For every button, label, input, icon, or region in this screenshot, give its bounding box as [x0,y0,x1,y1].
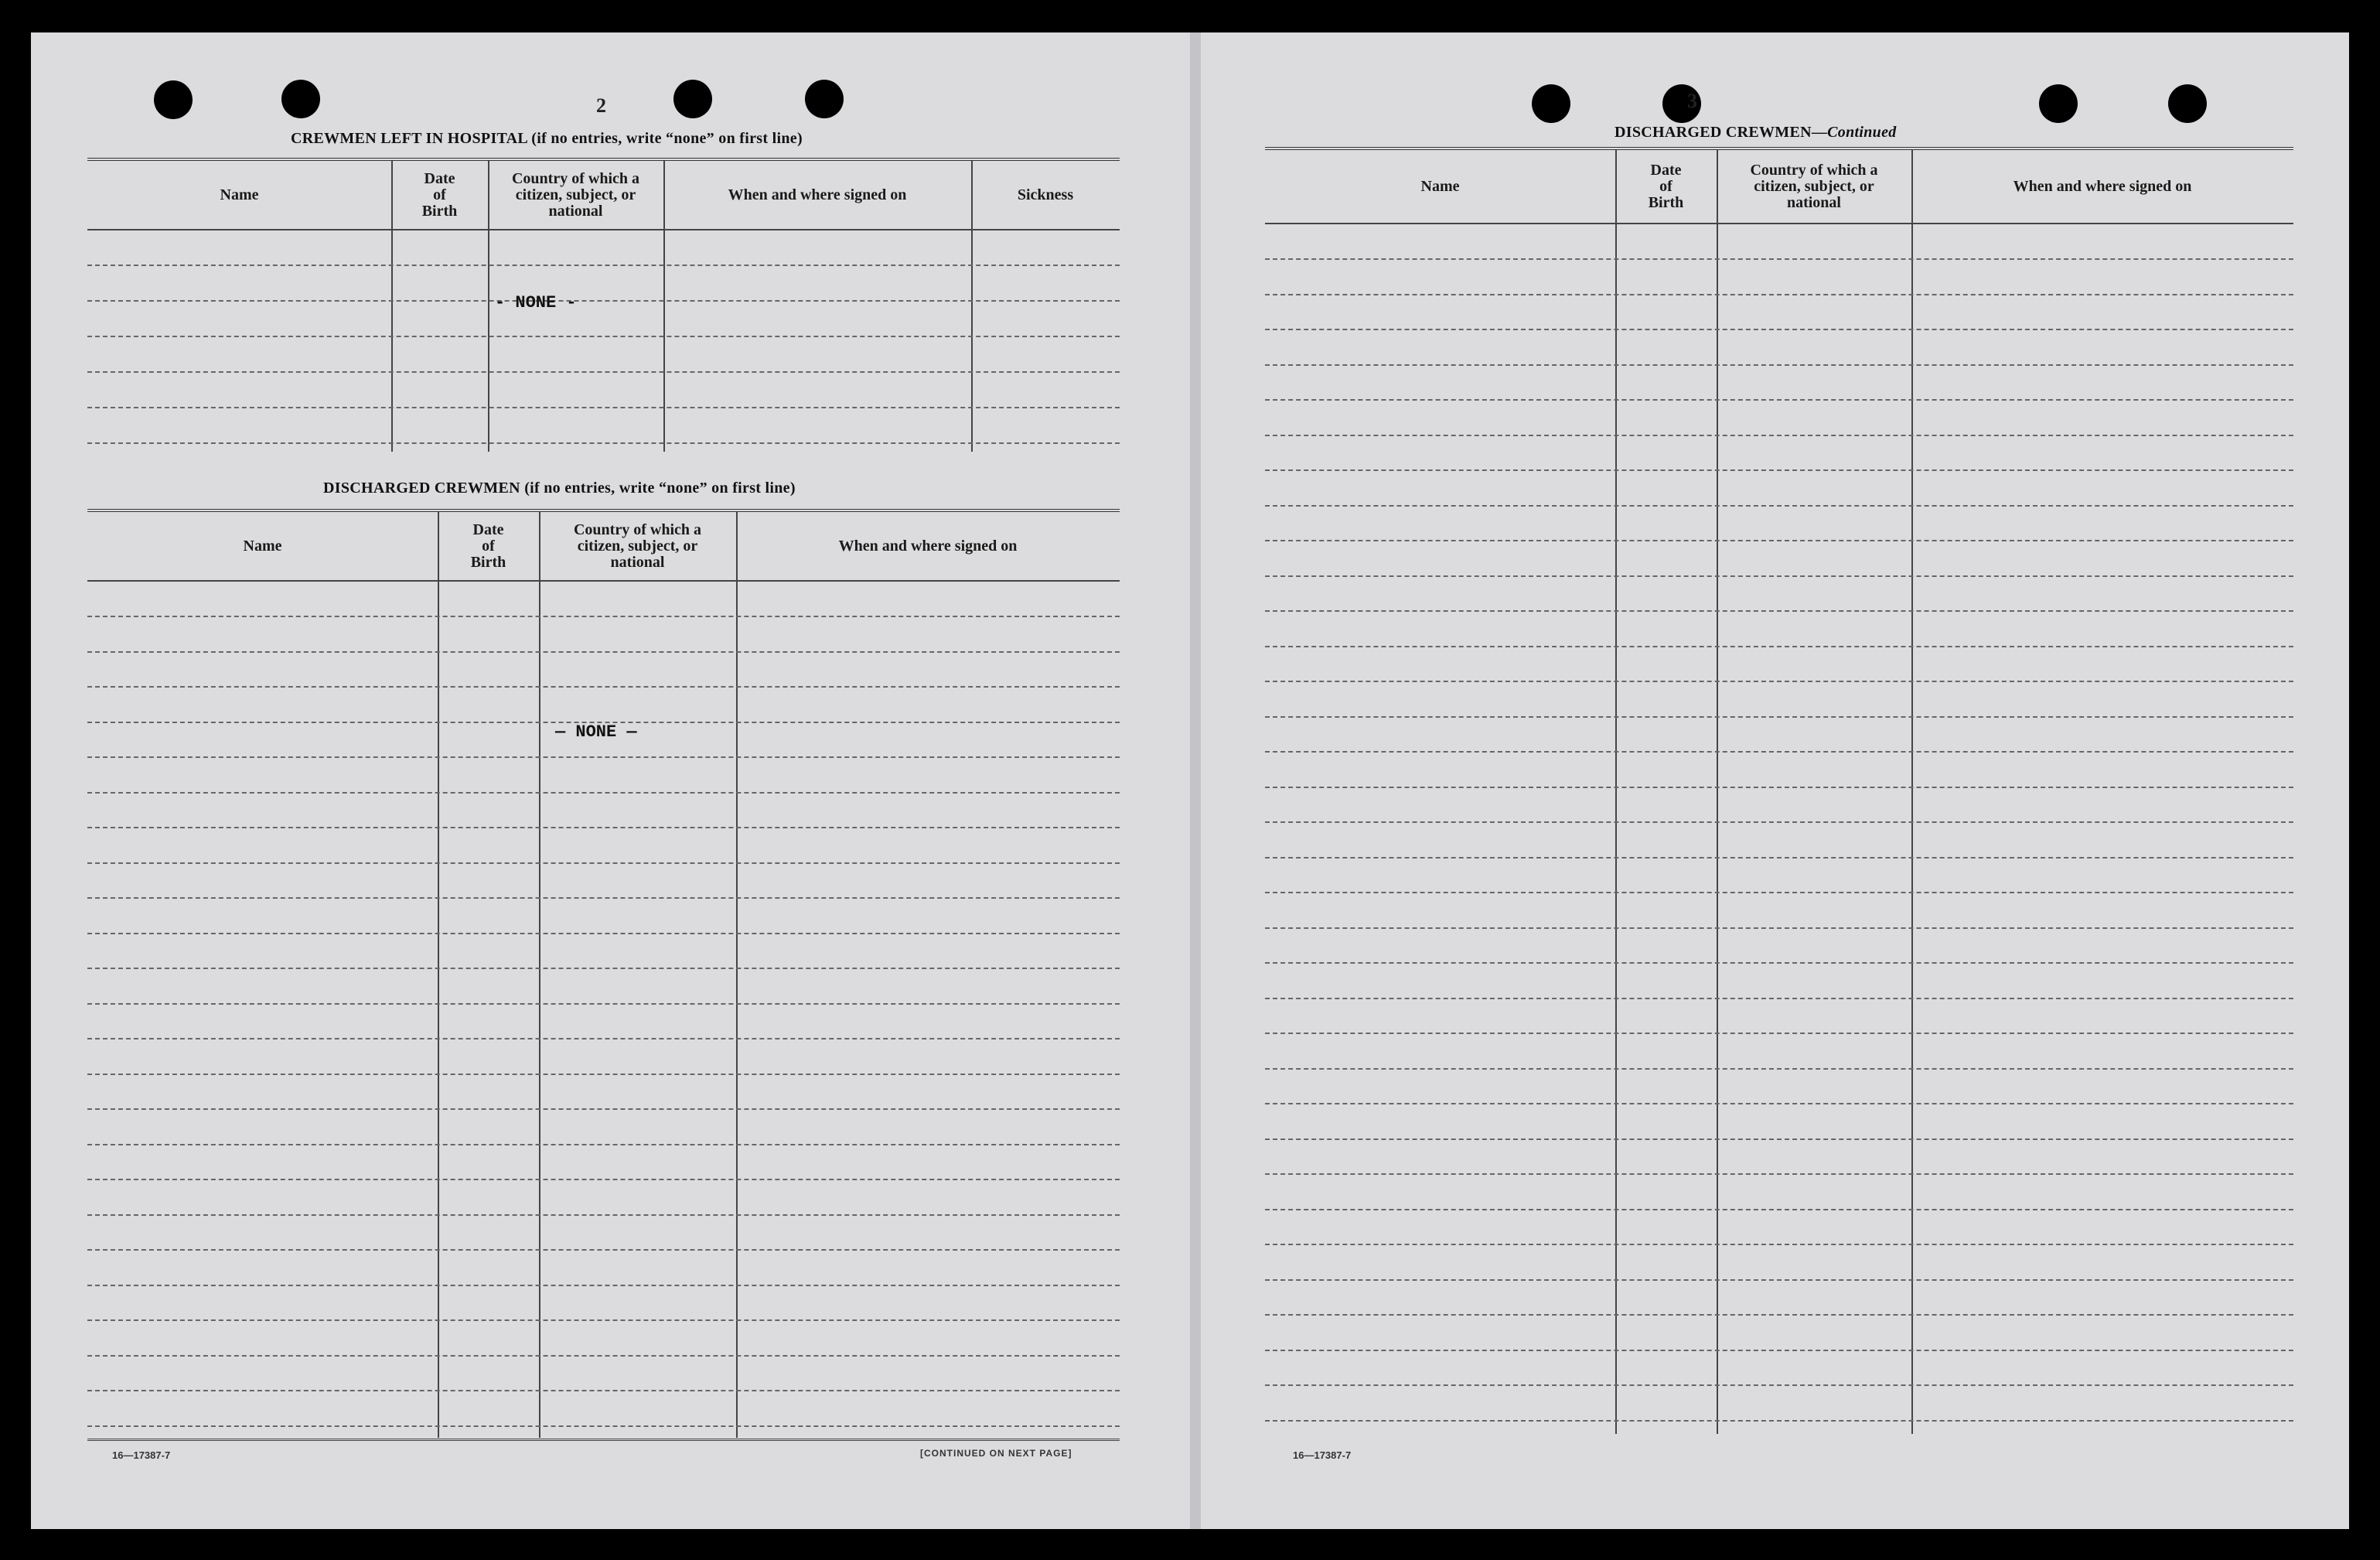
discharged-section-title [323,480,796,497]
entry-line [87,1319,1120,1321]
discharged-none-entry: — NONE — [555,722,637,742]
entry-line [87,1003,1120,1005]
entry-line [87,371,1120,373]
entry-line [1265,540,2293,541]
entry-line [87,1074,1120,1075]
discharged-continued-title [1615,124,1897,142]
entry-line [1265,435,2293,436]
entry-line [1265,1350,2293,1351]
discharged-continued-title-text: DISCHARGED CREWMEN— [1615,124,1828,141]
entry-line [87,792,1120,794]
entry-line [1265,258,2293,260]
entry-line [1265,1033,2293,1034]
entry-line [87,897,1120,899]
col-header-country: Country of which a citizen, subject, or national [573,521,701,571]
entry-line [1265,329,2293,330]
entry-line [1265,1314,2293,1316]
col-header-name: Name [243,537,282,555]
discharged-table-left [87,509,1120,1438]
entry-line [1265,1138,2293,1140]
page-number: 3 [1687,90,1697,112]
entry-line [1265,787,2293,788]
discharged-title-text: DISCHARGED CREWMEN [323,480,520,497]
entry-line [87,1425,1120,1427]
entry-line [1265,751,2293,753]
discharged-title-note: (if no entries, write “none” on first line) [524,480,796,497]
entry-line [1265,610,2293,612]
hospital-none-entry: - NONE - [495,293,577,312]
discharged-table-right [1265,147,2293,1434]
entry-line [1265,399,2293,401]
punch-hole [1532,84,1570,123]
entry-line [1265,716,2293,718]
entry-line [1265,1103,2293,1104]
form-code: 16—17387-7 [112,1449,171,1461]
col-header-when-where-signed: When and where signed on [838,537,1018,555]
entry-line [87,1144,1120,1145]
col-header-name: Name [1420,177,1460,195]
continued-suffix: Continued [1827,124,1897,141]
col-header-date-of-birth: Date of Birth [421,169,458,220]
punch-hole [154,80,193,119]
entry-line [87,651,1120,653]
punch-hole [2039,84,2078,123]
punch-hole [673,80,712,118]
punch-hole [281,80,320,118]
entry-line [1265,857,2293,859]
discharged-table-header [87,512,1120,582]
entry-line [87,616,1120,617]
column-divider [1911,150,1913,1434]
entry-line [87,756,1120,758]
entry-line [87,862,1120,864]
entry-line [1265,1244,2293,1245]
entry-line [87,336,1120,337]
entry-line [87,300,1120,302]
entry-line [87,827,1120,828]
entry-line [1265,294,2293,295]
col-header-sickness: Sickness [1017,186,1074,203]
entry-line [87,1390,1120,1391]
col-header-date-of-birth: Date of Birth [470,521,506,571]
entry-line [1265,927,2293,929]
col-header-when-where-signed: When and where signed on [2013,177,2192,195]
entry-line [1265,469,2293,471]
hospital-title-text: CREWMEN LEFT IN HOSPITAL [291,130,527,147]
col-header-date-of-birth: Date of Birth [1648,161,1684,211]
entry-line [87,265,1120,266]
entry-line [1265,505,2293,507]
punch-hole [2168,84,2207,123]
entry-line [87,933,1120,934]
entry-line [87,1355,1120,1357]
entry-line [1265,892,2293,893]
entry-line [1265,1420,2293,1422]
entry-line [1265,646,2293,647]
form-code: 16—17387-7 [1293,1449,1352,1461]
entry-line [1265,575,2293,577]
col-header-country: Country of which a citizen, subject, or national [1750,161,1878,211]
column-divider [1717,150,1718,1434]
entry-line [87,1249,1120,1251]
entry-line [1265,1209,2293,1210]
page-number: 2 [596,94,606,117]
entry-line [87,1108,1120,1110]
entry-line [1265,1279,2293,1281]
continued-note: [CONTINUED ON NEXT PAGE] [920,1448,1072,1459]
entry-line [1265,1173,2293,1175]
entry-line [87,686,1120,688]
entry-line [1265,821,2293,823]
entry-line [1265,681,2293,682]
bottom-rule [87,1439,1120,1441]
entry-line [1265,1384,2293,1386]
entry-line [87,1285,1120,1286]
entry-line [87,442,1120,444]
entry-line [87,1214,1120,1216]
punch-hole [805,80,844,118]
entry-line [87,968,1120,969]
col-header-name: Name [220,186,259,203]
discharged-continued-header [1265,150,2293,224]
entry-line [87,1179,1120,1180]
col-header-when-where-signed: When and where signed on [728,186,907,203]
entry-line [1265,1068,2293,1070]
page-fold [1190,32,1201,1529]
hospital-section-title [291,130,803,148]
entry-line [1265,998,2293,999]
hospital-title-note: (if no entries, write “none” on first line) [531,130,803,147]
entry-line [87,1038,1120,1039]
entry-line [1265,364,2293,366]
hospital-table [87,158,1120,452]
hospital-table-header [87,161,1120,230]
col-header-country: Country of which a citizen, subject, or national [511,169,639,220]
column-divider [1615,150,1617,1434]
entry-line [87,407,1120,408]
entry-line [1265,962,2293,964]
